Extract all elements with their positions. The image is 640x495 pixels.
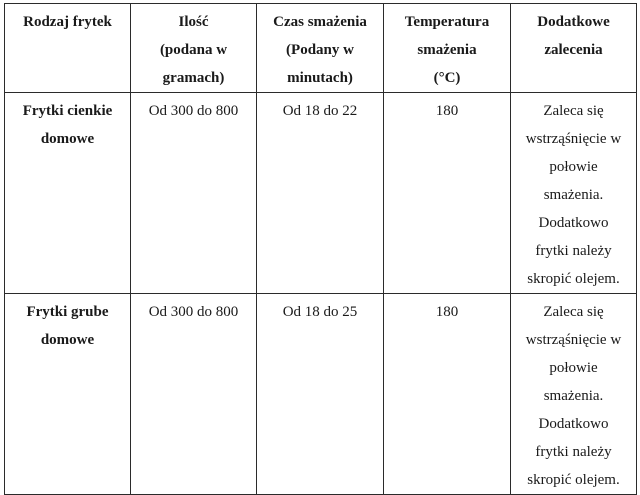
cell-time: Od 18 do 25 bbox=[257, 294, 384, 495]
header-temperature: Temperatura smażenia (°C) bbox=[384, 4, 511, 93]
cell-temperature: 180 bbox=[384, 294, 511, 495]
cell-time: Od 18 do 22 bbox=[257, 93, 384, 294]
header-amount: Ilość (podana w gramach) bbox=[131, 4, 257, 93]
table-header-row bbox=[5, 4, 637, 93]
frying-table bbox=[4, 3, 637, 495]
cell-notes: Zaleca się wstrząśnięcie w połowie smażenia. Dodatkowo frytki należy skropić olejem. bbox=[511, 294, 637, 495]
header-time: Czas smażenia (Podany w minutach) bbox=[257, 4, 384, 93]
table-row bbox=[5, 294, 637, 495]
cell-temperature: 180 bbox=[384, 93, 511, 294]
header-type: Rodzaj frytek bbox=[5, 4, 131, 93]
cell-amount: Od 300 do 800 bbox=[131, 93, 257, 294]
cell-notes: Zaleca się wstrząśnięcie w połowie smażenia. Dodatkowo frytki należy skropić olejem. bbox=[511, 93, 637, 294]
table-row bbox=[5, 93, 637, 294]
header-notes: Dodatkowe zalecenia bbox=[511, 4, 637, 93]
cell-type: Frytki grube domowe bbox=[5, 294, 131, 495]
cell-type: Frytki cienkie domowe bbox=[5, 93, 131, 294]
cell-amount: Od 300 do 800 bbox=[131, 294, 257, 495]
